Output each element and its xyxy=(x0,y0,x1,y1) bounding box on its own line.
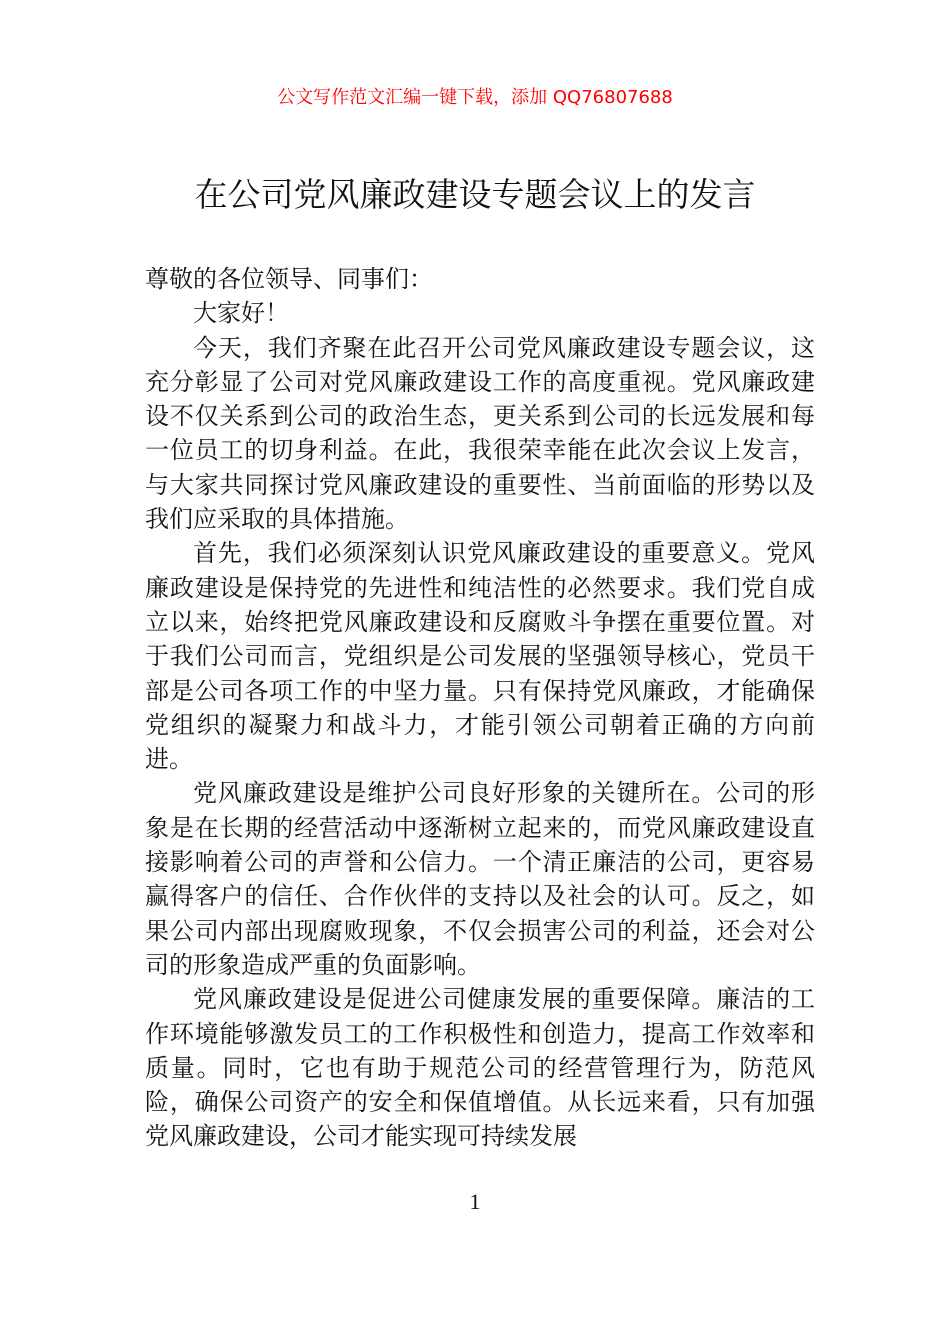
paragraph-significance: 首先，我们必须深刻认识党风廉政建设的重要意义。党风廉政建设是保持党的先进性和纯洁性的必然要求。我们党自成立以来，始终把党风廉政建设和反腐败斗争摆在重要位置。对于我们公司而言，党组织是公司发展的坚强领导核心，党员干部是公司各项工作的中坚力量。只有保持党风廉政，才能确保党组织的凝聚力和战斗力，才能引领公司朝着正确的方向前进。 xyxy=(145,539,815,774)
document-title: 在公司党风廉政建设专题会议上的发言 xyxy=(194,175,756,214)
salutation: 尊敬的各位领导、同事们： xyxy=(145,265,433,293)
greeting: 大家好！ xyxy=(193,299,289,328)
page-number: 1 xyxy=(469,1189,481,1214)
paragraph-opening: 今天，我们齐聚在此召开公司党风廉政建设专题会议，这充分彰显了公司对党风廉政建设工作的高度重视。党风廉政建设不仅关系到公司的政治生态，更关系到公司的长远发展和每一位员工的切身利益。在此，我很荣幸能在此次会议上发言，与大家共同探讨党风廉政建设的重要性、当前面临的形势以及我们应采取的具体措施。 xyxy=(145,333,815,534)
paragraph-development: 党风廉政建设是促进公司健康发展的重要保障。廉洁的工作环境能够激发员工的工作积极性和创造力，提高工作效率和质量。同时，它也有助于规范公司的经营管理行为，防范风险，确保公司资产的安全和保值增值。从长远来看，只有加强党风廉政建设，公司才能实现可持续发展 xyxy=(145,985,815,1151)
document-body xyxy=(145,262,815,1154)
paragraph-image: 党风廉政建设是维护公司良好形象的关键所在。公司的形象是在长期的经营活动中逐渐树立起来的，而党风廉政建设直接影响着公司的声誉和公信力。一个清正廉洁的公司，更容易赢得客户的信任、合作伙伴的支持以及社会的认可。反之，如果公司内部出现腐败现象，不仅会损害公司的利益，还会对公司的形象造成严重的负面影响。 xyxy=(145,779,815,979)
download-promo-note: 公文写作范文汇编一键下载，添加 QQ76807688 xyxy=(277,87,673,108)
